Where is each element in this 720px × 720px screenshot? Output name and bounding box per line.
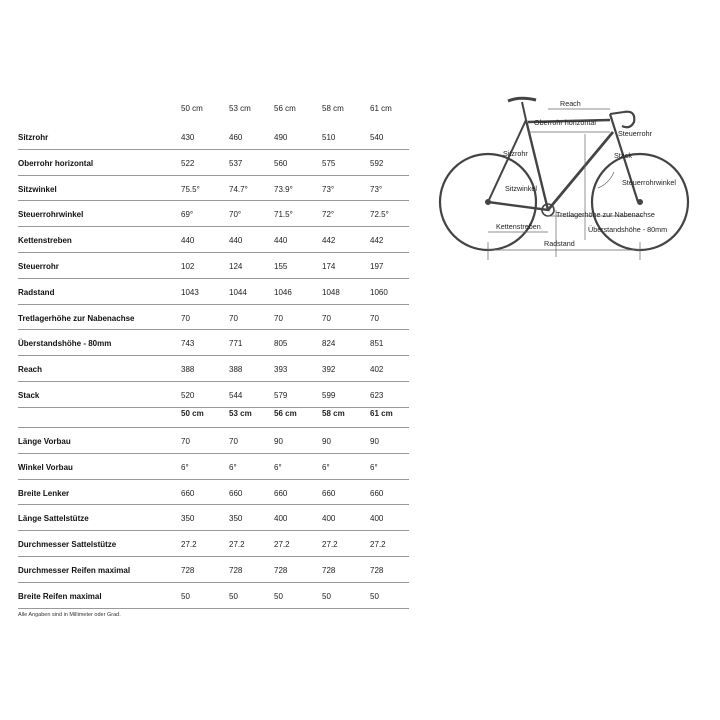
- table-cell: 388: [181, 365, 195, 375]
- col-header-61: 61 cm: [370, 104, 392, 113]
- geometry-table: [18, 104, 409, 408]
- label-steuerrohrwinkel: Steuerrohrwinkel: [622, 178, 676, 187]
- table-row: [18, 176, 409, 202]
- col-header-50: 50 cm: [181, 104, 203, 113]
- table-cell: 73°: [322, 184, 335, 194]
- row-label: Durchmesser Sattelstütze: [18, 540, 117, 550]
- table-cell: 440: [274, 236, 288, 246]
- row-label: Länge Sattelstütze: [18, 514, 89, 524]
- table-row: [18, 454, 409, 480]
- table-cell: 851: [370, 339, 384, 349]
- table-cell: 70: [274, 313, 283, 323]
- table-cell: 805: [274, 339, 288, 349]
- table-row: [18, 583, 409, 609]
- table-row: [18, 227, 409, 253]
- label-steuerrohr: Steuerrohr: [618, 129, 652, 138]
- bike-geometry-diagram: [438, 92, 708, 272]
- table-cell: 27.2: [274, 540, 290, 550]
- table-cell: 6°: [181, 462, 189, 472]
- table-row: [18, 201, 409, 227]
- table-cell: 1060: [370, 287, 388, 297]
- label-sitzrohr: Sitzrohr: [503, 149, 528, 158]
- table-cell: 623: [370, 390, 384, 400]
- table-cell: 155: [274, 261, 288, 271]
- label-oberrohr: Oberrohr horizontal: [534, 118, 596, 127]
- row-label: Oberrohr horizontal: [18, 158, 94, 168]
- table-cell: 27.2: [370, 540, 386, 550]
- row-label: Breite Reifen maximal: [18, 591, 102, 601]
- table-cell: 350: [229, 514, 243, 524]
- table-cell: 560: [274, 158, 288, 168]
- table-cell: 592: [370, 158, 384, 168]
- table-cell: 575: [322, 158, 336, 168]
- row-label: Breite Lenker: [18, 488, 70, 498]
- table-cell: 537: [229, 158, 243, 168]
- table-cell: 50: [322, 591, 331, 601]
- label-kettenstreben: Kettenstreben: [496, 222, 541, 231]
- row-label: Winkel Vorbau: [18, 462, 73, 472]
- table-cell: 402: [370, 365, 384, 375]
- table-row: [18, 382, 409, 408]
- table-cell: 73°: [370, 184, 383, 194]
- table-cell: 540: [370, 133, 384, 142]
- table-cell: 90: [274, 437, 283, 446]
- table-cell: 430: [181, 133, 195, 142]
- component-header-row: [18, 409, 409, 428]
- row-label: Sitzwinkel: [18, 184, 57, 194]
- table-cell: 440: [229, 236, 243, 246]
- table-cell: 393: [274, 365, 288, 375]
- table-cell: 660: [274, 488, 288, 498]
- footnote: Alle Angaben sind in Millimeter oder Grad.: [18, 612, 121, 618]
- handlebar: [622, 112, 634, 128]
- row-label: Stack: [18, 390, 40, 400]
- table-cell: 72.5°: [370, 210, 389, 220]
- table-cell: 6°: [229, 462, 237, 472]
- table-cell: 27.2: [229, 540, 245, 550]
- table-cell: 70: [322, 313, 331, 323]
- table-cell: 6°: [370, 462, 378, 472]
- table-row: [18, 150, 409, 176]
- table-cell: 388: [229, 365, 243, 375]
- table-cell: 400: [370, 514, 384, 524]
- row-label: Tretlagerhöhe zur Nabenachse: [18, 313, 135, 323]
- label-ueberstand: Überstandshöhe - 80mm: [588, 225, 668, 234]
- table-cell: 75.5°: [181, 184, 200, 194]
- table-cell: 728: [370, 565, 384, 575]
- table-cell: 824: [322, 339, 336, 349]
- table-cell: 90: [370, 437, 379, 446]
- table-cell: 460: [229, 133, 243, 142]
- table-cell: 660: [229, 488, 243, 498]
- table-cell: 70: [229, 437, 238, 446]
- col2-header-50: 50 cm: [181, 409, 204, 418]
- table-cell: 73.9°: [274, 184, 293, 194]
- table-row: [18, 505, 409, 531]
- label-stack: Stack: [614, 151, 632, 160]
- table-cell: 70°: [229, 210, 242, 220]
- col2-header-58: 58 cm: [322, 409, 345, 418]
- row-label: Sitzrohr: [18, 133, 49, 142]
- table-cell: 544: [229, 390, 243, 400]
- component-table: [18, 409, 409, 609]
- table-cell: 440: [181, 236, 195, 246]
- table-cell: 728: [181, 565, 195, 575]
- col2-header-53: 53 cm: [229, 409, 252, 418]
- table-row: [18, 253, 409, 279]
- table-cell: 1046: [274, 287, 292, 297]
- table-cell: 6°: [274, 462, 282, 472]
- label-sitzwinkel: Sitzwinkel: [505, 184, 537, 193]
- col2-header-61: 61 cm: [370, 409, 393, 418]
- table-cell: 27.2: [322, 540, 338, 550]
- table-cell: 197: [370, 261, 384, 271]
- table-cell: 1048: [322, 287, 340, 297]
- table-cell: 400: [322, 514, 336, 524]
- table-row: [18, 428, 409, 454]
- geometry-header-row: [18, 104, 409, 124]
- row-label: Steuerrohr: [18, 261, 59, 271]
- table-row: [18, 305, 409, 331]
- table-cell: 74.7°: [229, 184, 248, 194]
- table-cell: 350: [181, 514, 195, 524]
- table-row: [18, 330, 409, 356]
- row-label: Überstandshöhe - 80mm: [18, 339, 112, 349]
- table-row: [18, 279, 409, 305]
- table-cell: 50: [370, 591, 379, 601]
- table-row: [18, 557, 409, 583]
- row-label: Radstand: [18, 287, 55, 297]
- table-cell: 400: [274, 514, 288, 524]
- table-row: [18, 356, 409, 382]
- table-cell: 599: [322, 390, 336, 400]
- col-header-56: 56 cm: [274, 104, 296, 113]
- row-label: Steuerrohrwinkel: [18, 210, 84, 220]
- table-cell: 70: [229, 313, 238, 323]
- table-cell: 442: [370, 236, 384, 246]
- table-cell: 70: [181, 313, 190, 323]
- row-label: Länge Vorbau: [18, 437, 71, 446]
- col2-header-56: 56 cm: [274, 409, 297, 418]
- table-cell: 124: [229, 261, 243, 271]
- table-cell: 522: [181, 158, 195, 168]
- table-cell: 90: [322, 437, 331, 446]
- label-radstand: Radstand: [544, 239, 575, 248]
- saddle: [508, 98, 536, 101]
- table-cell: 579: [274, 390, 288, 400]
- table-row: [18, 124, 409, 150]
- label-tretlager: Tretlagerhöhe zur Nabenachse: [556, 210, 655, 219]
- table-cell: 1043: [181, 287, 199, 297]
- table-cell: 728: [229, 565, 243, 575]
- row-label: Kettenstreben: [18, 236, 72, 246]
- col-header-53: 53 cm: [229, 104, 251, 113]
- table-cell: 70: [370, 313, 379, 323]
- table-cell: 70: [181, 437, 190, 446]
- row-label: Reach: [18, 365, 43, 375]
- table-cell: 728: [322, 565, 336, 575]
- table-cell: 743: [181, 339, 195, 349]
- table-cell: 50: [181, 591, 190, 601]
- table-cell: 174: [322, 261, 336, 271]
- label-reach: Reach: [560, 99, 581, 108]
- table-cell: 660: [322, 488, 336, 498]
- table-cell: 392: [322, 365, 336, 375]
- table-row: [18, 531, 409, 557]
- table-cell: 102: [181, 261, 195, 271]
- row-label: Durchmesser Reifen maximal: [18, 565, 131, 575]
- table-cell: 50: [274, 591, 283, 601]
- table-cell: 27.2: [181, 540, 197, 550]
- table-cell: 6°: [322, 462, 330, 472]
- table-row: [18, 480, 409, 506]
- table-cell: 660: [181, 488, 195, 498]
- table-cell: 728: [274, 565, 288, 575]
- table-cell: 771: [229, 339, 243, 349]
- table-cell: 442: [322, 236, 336, 246]
- table-cell: 1044: [229, 287, 247, 297]
- col-header-58: 58 cm: [322, 104, 344, 113]
- table-cell: 490: [274, 133, 288, 142]
- table-cell: 50: [229, 591, 238, 601]
- table-cell: 520: [181, 390, 195, 400]
- table-cell: 69°: [181, 210, 194, 220]
- table-cell: 660: [370, 488, 384, 498]
- table-cell: 72°: [322, 210, 335, 220]
- table-cell: 510: [322, 133, 336, 142]
- table-cell: 71.5°: [274, 210, 293, 220]
